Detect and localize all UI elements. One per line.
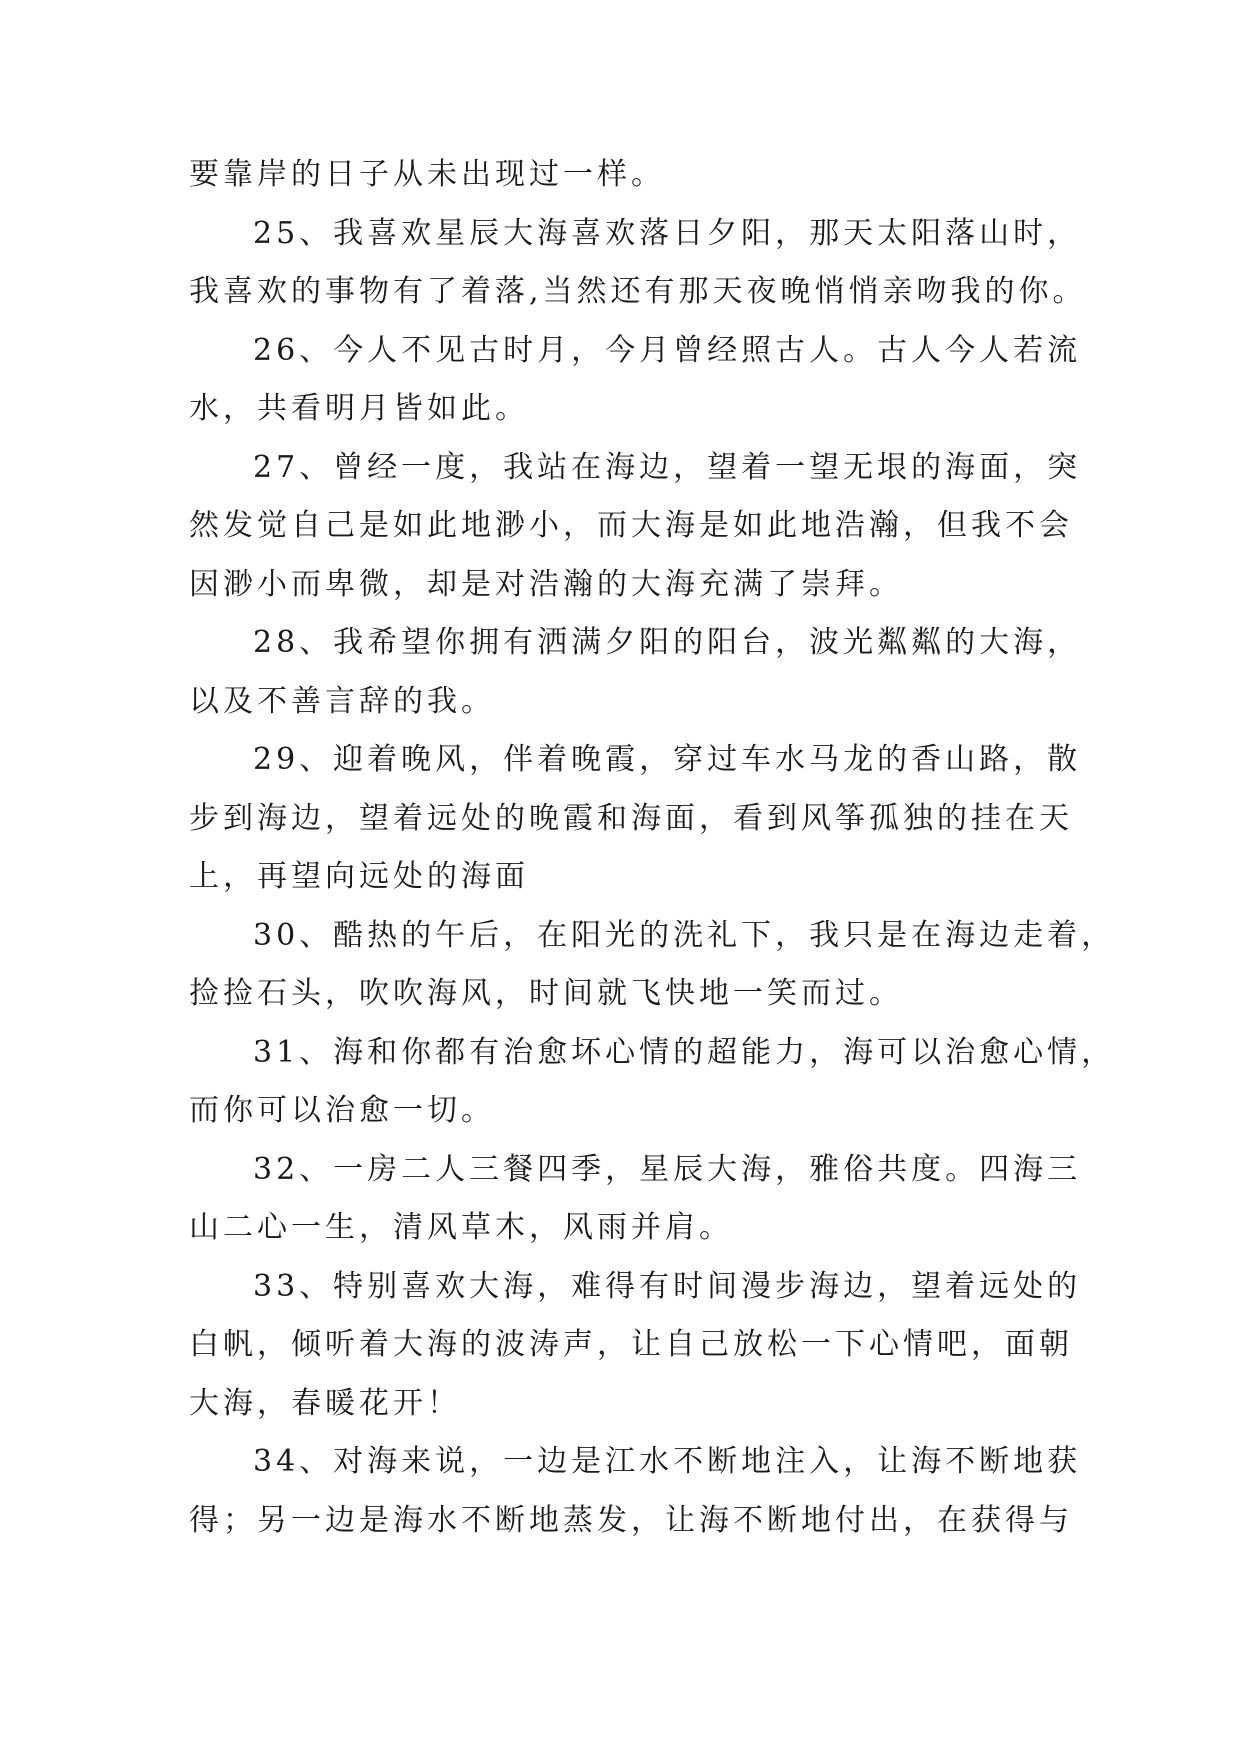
text-line: 我喜欢的事物有了着落,当然还有那天夜晚悄悄亲吻我的你。 — [189, 274, 1087, 309]
text-line: 31、海和你都有治愈坏心情的超能力，海可以治愈心情， — [253, 1035, 1116, 1070]
text-line: 而你可以治愈一切。 — [189, 1093, 495, 1128]
text-line: 30、酷热的午后，在阳光的洗礼下，我只是在海边走着， — [253, 918, 1116, 953]
text-line: 水，共看明月皆如此。 — [189, 391, 529, 426]
text-line: 白帆，倾听着大海的波涛声，让自己放松一下心情吧，面朝 — [189, 1327, 1073, 1362]
text-line: 33、特别喜欢大海，难得有时间漫步海边，望着远处的 — [253, 1269, 1082, 1304]
text-line: 25、我喜欢星辰大海喜欢落日夕阳，那天太阳落山时， — [253, 216, 1082, 251]
text-line: 28、我希望你拥有洒满夕阳的阳台，波光粼粼的大海， — [253, 625, 1082, 660]
text-line: 29、迎着晚风，伴着晚霞，穿过车水马龙的香山路，散 — [253, 742, 1082, 777]
text-line: 要靠岸的日子从未出现过一样。 — [189, 157, 665, 192]
text-line: 32、一房二人三餐四季，星辰大海，雅俗共度。四海三 — [253, 1152, 1082, 1187]
text-line: 上，再望向远处的海面 — [189, 859, 529, 894]
text-line: 以及不善言辞的我。 — [189, 684, 495, 719]
text-line: 大海，春暖花开！ — [189, 1386, 461, 1421]
text-line: 26、今人不见古时月，今月曾经照古人。古人今人若流 — [253, 333, 1082, 368]
text-line: 山二心一生，清风草木，风雨并肩。 — [189, 1210, 733, 1245]
text-line: 34、对海来说，一边是江水不断地注入，让海不断地获 — [253, 1444, 1082, 1479]
text-line: 得；另一边是海水不断地蒸发，让海不断地付出，在获得与 — [189, 1503, 1073, 1538]
text-line: 然发觉自己是如此地渺小，而大海是如此地浩瀚，但我不会 — [189, 508, 1073, 543]
text-line: 捡捡石头，吹吹海风，时间就飞快地一笑而过。 — [189, 976, 903, 1011]
text-line: 27、曾经一度，我站在海边，望着一望无垠的海面，突 — [253, 450, 1082, 485]
text-line: 因渺小而卑微，却是对浩瀚的大海充满了崇拜。 — [189, 567, 903, 602]
text-line: 步到海边，望着远处的晚霞和海面，看到风筝孤独的挂在天 — [189, 801, 1073, 836]
